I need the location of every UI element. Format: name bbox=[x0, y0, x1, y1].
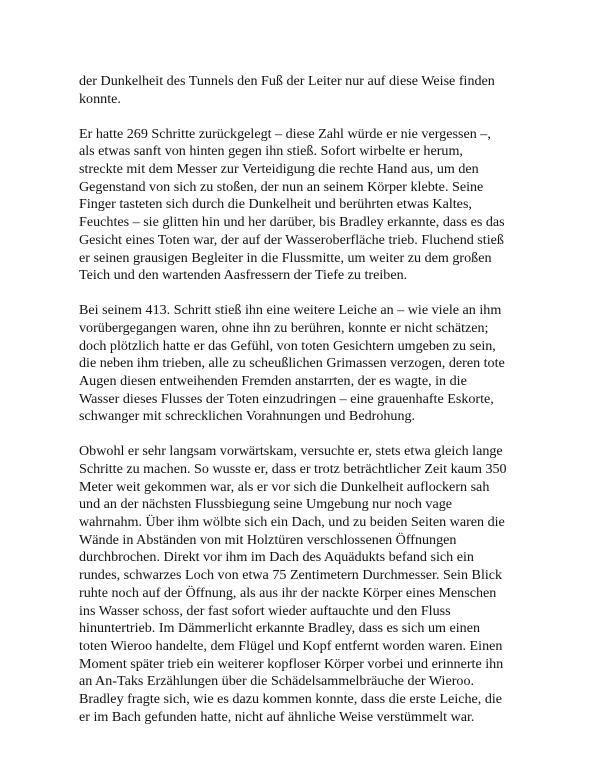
text-line: Schritte zu machen. So wusste er, dass er trotz beträchtlicher Zeit kaum 350 bbox=[79, 460, 507, 477]
text-line: er seinen grausigen Begleiter in die Flussmitte, um weiter zu dem großen bbox=[79, 249, 492, 266]
text-line: Gesicht eines Toten war, der auf der Wasseroberfläche trieb. Fluchend stieß bbox=[79, 231, 504, 248]
text-line: Augen diesen entweihenden Fremden anstarrten, der es wagte, in die bbox=[79, 372, 467, 389]
text-line: vorübergegangen waren, ohne ihn zu berühren, konnte er nicht schätzen; bbox=[79, 319, 489, 336]
paragraph-2 bbox=[79, 126, 525, 285]
text-line: durchbrochen. Direkt vor ihm im Dach des Aquädukts befand sich ein bbox=[79, 549, 474, 566]
text-line: schwanger mit schrecklichen Vorahnungen und Bedrohung. bbox=[79, 408, 416, 425]
text-line: Bei seinem 413. Schritt stieß ihn eine weitere Leiche an – wie viele an ihm bbox=[79, 302, 502, 319]
text-line: streckte mit dem Messer zur Verteidigung die rechte Hand aus, um den bbox=[79, 161, 479, 177]
text-line: als etwas sanft von hinten gegen ihn stieß. Sofort wirbelte er herum, bbox=[79, 143, 463, 160]
paragraph-3 bbox=[79, 302, 525, 426]
text-line: toten Wieroo handelte, dem Flügel und Kopf entfernt worden waren. Einen bbox=[79, 637, 503, 654]
text-line: Er hatte 269 Schritte zurückgelegt – diese Zahl würde er nie vergessen –, bbox=[79, 125, 491, 142]
text-line: er im Bach gefunden hatte, nicht auf ähnliche Weise verstümmelt war. bbox=[79, 708, 475, 725]
text-line: doch plötzlich hatte er das Gefühl, von toten Gesichtern umgeben zu sein, bbox=[79, 337, 496, 354]
text-line: die neben ihm trieben, alle zu scheußlichen Grimassen verzogen, deren tote bbox=[79, 355, 505, 372]
text-line: Moment später trieb ein weiterer kopfloser Körper vorbei und erinnerte ihn bbox=[79, 655, 504, 672]
text-line: und an der nächsten Flussbiegung seine Umgebung nur noch vage bbox=[79, 496, 453, 513]
text-line: an An-Taks Erzählungen über die Schädelsammelbräuche der Wieroo. bbox=[79, 673, 475, 690]
text-line: Feuchtes – sie glitten hin und her darüber, bis Bradley erkannte, dass es das bbox=[79, 214, 505, 231]
text-line: Obwohl er sehr langsam vorwärtskam, versuchte er, stets etwa gleich lange bbox=[79, 443, 503, 460]
text-line: der Dunkelheit des Tunnels den Fuß der Leiter nur auf diese Weise finden bbox=[79, 73, 495, 89]
text-line: ruhte noch auf der Öffnung, als aus ihr der nackte Körper eines Menschen bbox=[79, 584, 497, 601]
text-line: Teich und den wartenden Aasfressern der Tiefe zu treiben. bbox=[79, 267, 408, 284]
text-line: Wasser dieses Flusses der Toten einzudringen – eine grauenhafte Eskorte, bbox=[79, 390, 494, 407]
text-line: konnte. bbox=[79, 90, 121, 107]
text-column bbox=[79, 73, 525, 744]
text-line: Gegenstand von sich zu stoßen, der nun an seinem Körper klebte. Seine bbox=[79, 178, 484, 195]
paragraph-4 bbox=[79, 443, 525, 726]
text-line: wahrnahm. Über ihm wölbte sich ein Dach, und zu beiden Seiten waren die bbox=[79, 514, 505, 531]
text-line: Meter weit gekommen war, als er vor sich die Dunkelheit auflockern sah bbox=[79, 478, 490, 495]
text-line: Bradley fragte sich, wie es dazu kommen konnte, dass die erste Leiche, die bbox=[79, 691, 503, 708]
text-line: ins Wasser schoss, der fast sofort wieder auftauchte und den Fluss bbox=[79, 602, 451, 619]
text-line: hinuntertrieb. Im Dämmerlicht erkannte Bradley, dass es sich um einen bbox=[79, 620, 481, 637]
text-line: Finger tasteten sich durch die Dunkelheit und berührten etwas Kaltes, bbox=[79, 196, 472, 213]
paragraph-1 bbox=[79, 73, 525, 108]
text-line: rundes, schwarzes Loch von etwa 75 Zentimetern Durchmesser. Sein Blick bbox=[79, 567, 503, 584]
text-line: Wände in Abständen von mit Holztüren verschlossenen Öffnungen bbox=[79, 531, 457, 548]
